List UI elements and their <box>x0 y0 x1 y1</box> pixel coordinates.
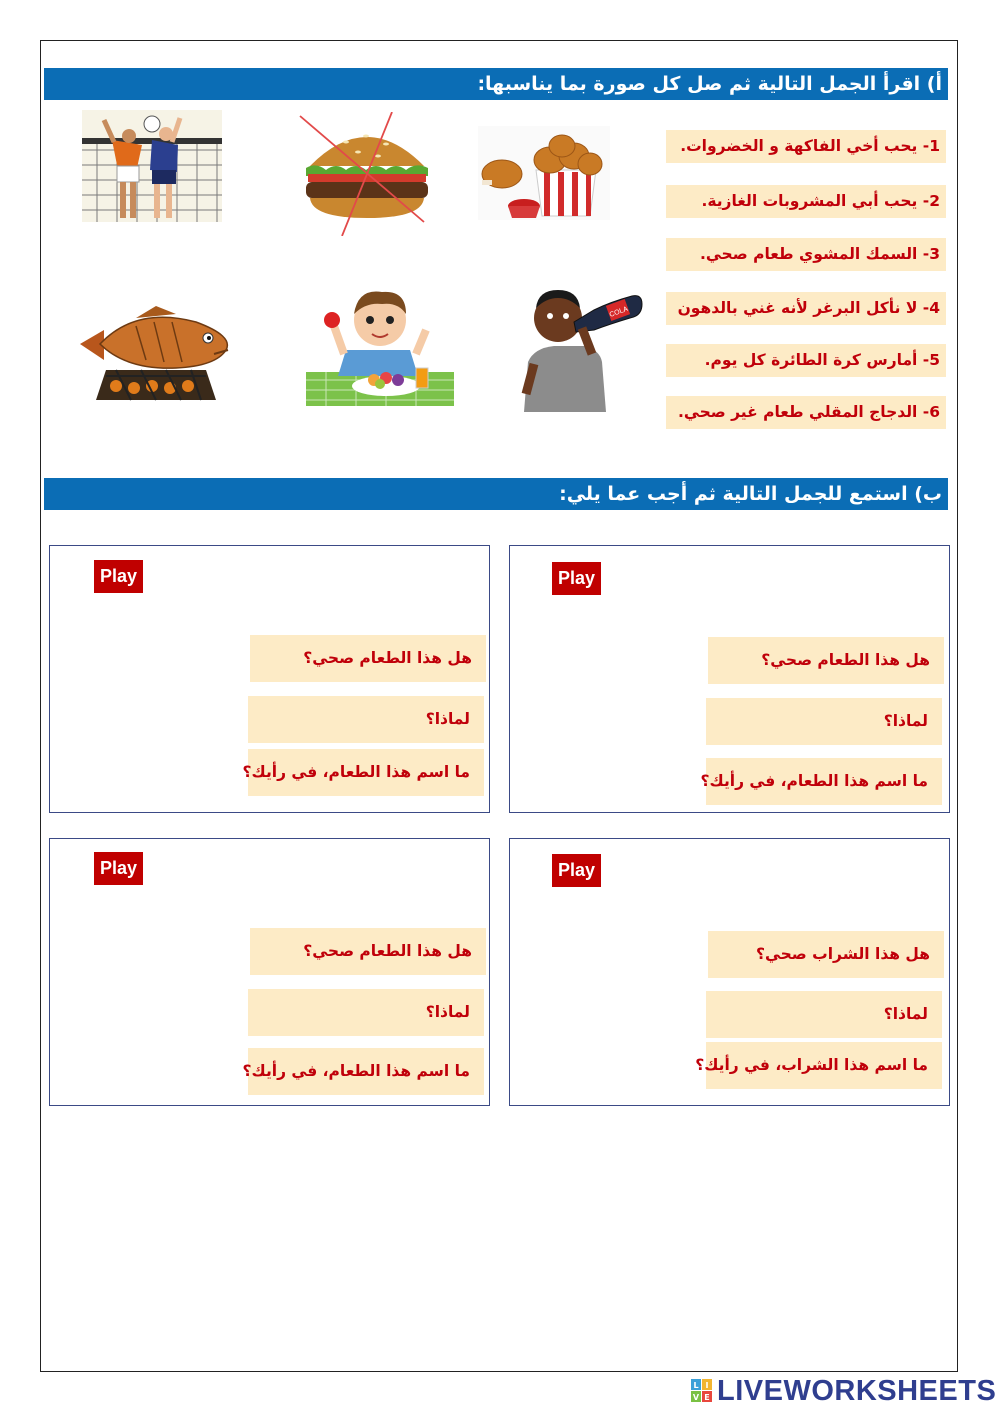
sentence-2[interactable]: 2- يحب أبي المشروبات الغازية. <box>666 185 946 218</box>
play-button[interactable]: Play <box>94 560 143 593</box>
question-name[interactable]: ما اسم هذا الطعام، في رأيك؟ <box>706 758 942 805</box>
listening-card-4 <box>49 838 490 1106</box>
boy-fruit-image[interactable] <box>306 280 454 406</box>
sentence-3[interactable]: 3- السمك المشوي طعام صحي. <box>666 238 946 271</box>
section-b-title: ب) استمع للجمل التالية ثم أجب عما يلي: <box>44 478 948 510</box>
question-why[interactable]: لماذا؟ <box>248 696 484 743</box>
question-why[interactable]: لماذا؟ <box>706 991 942 1038</box>
listening-card-1 <box>49 545 490 813</box>
play-button[interactable]: Play <box>552 562 601 595</box>
liveworksheets-grid-icon <box>691 1379 713 1403</box>
question-healthy[interactable]: هل هذا الطعام صحي؟ <box>250 928 486 975</box>
play-button[interactable]: Play <box>552 854 601 887</box>
fried-chicken-image[interactable] <box>478 126 610 220</box>
liveworksheets-logo <box>691 1374 996 1408</box>
brand-name: LIVEWORKSHEETS <box>717 1374 997 1407</box>
question-name[interactable]: ما اسم هذا الشراب، في رأيك؟ <box>706 1042 942 1089</box>
logo-letter: L <box>693 1381 699 1390</box>
crossed-burger-image[interactable] <box>296 112 438 236</box>
play-button[interactable]: Play <box>94 852 143 885</box>
question-why[interactable]: لماذا؟ <box>706 698 942 745</box>
grilled-fish-image[interactable] <box>76 300 236 408</box>
logo-letter: I <box>705 1381 709 1390</box>
volleyball-image[interactable] <box>82 110 222 222</box>
cola-drinker-image[interactable] <box>514 282 646 412</box>
section-a-title: أ) اقرأ الجمل التالية ثم صل كل صورة بما يناسبها: <box>44 68 948 100</box>
logo-letter: E <box>704 1393 710 1402</box>
listening-card-3 <box>509 838 950 1106</box>
sentence-1[interactable]: 1- يحب أخي الفاكهة و الخضروات. <box>666 130 946 163</box>
cola-label: COLA <box>608 305 630 319</box>
question-healthy[interactable]: هل هذا الطعام صحي؟ <box>250 635 486 682</box>
question-name[interactable]: ما اسم هذا الطعام، في رأيك؟ <box>248 749 484 796</box>
question-healthy[interactable]: هل هذا الطعام صحي؟ <box>708 637 944 684</box>
logo-letter: V <box>692 1393 700 1402</box>
sentence-5[interactable]: 5- أمارس كرة الطائرة كل يوم. <box>666 344 946 377</box>
question-name[interactable]: ما اسم هذا الطعام، في رأيك؟ <box>248 1048 484 1095</box>
sentence-4[interactable]: 4- لا نأكل البرغر لأنه غني بالدهون <box>666 292 946 325</box>
question-healthy[interactable]: هل هذا الشراب صحي؟ <box>708 931 944 978</box>
question-why[interactable]: لماذا؟ <box>248 989 484 1036</box>
listening-card-2 <box>509 545 950 813</box>
sentence-6[interactable]: 6- الدجاج المقلي طعام غير صحي. <box>666 396 946 429</box>
